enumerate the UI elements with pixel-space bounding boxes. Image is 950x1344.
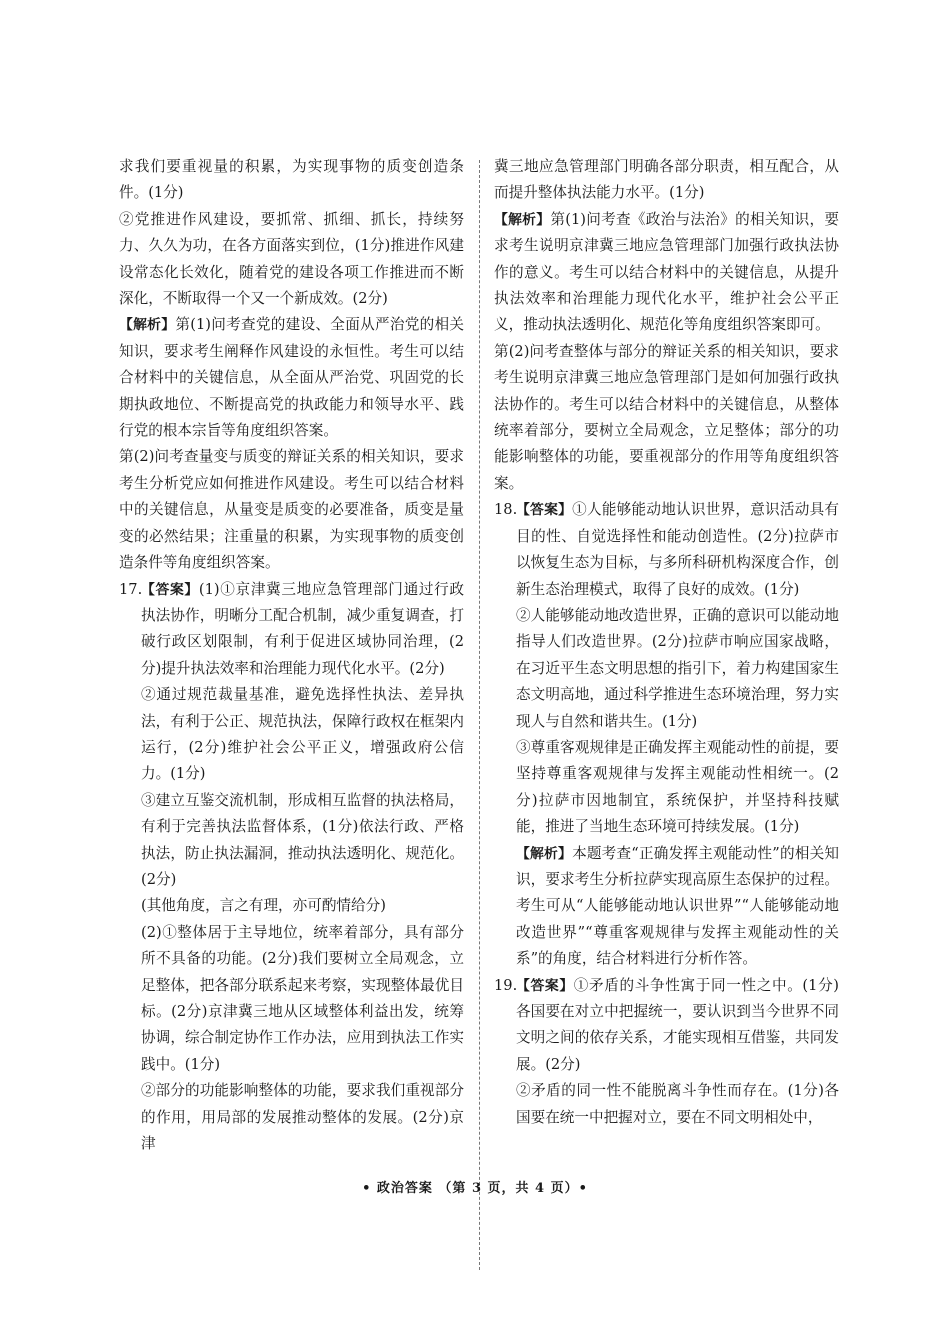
answer-point [516,497,839,603]
analysis-paragraph: 第(2)问考查量变与质变的辩证关系的相关知识，要求考生分析党应如何推进作风建设。考生可以结合材料中的关键信息，从量变是质变的必要准备，质变是量变的必然结果；注重量的积累，为实现事物的质变创造条件等角度组织答案。 [119,448,464,572]
page-footer: • 政治答案 （第 3 页，共 4 页）• [362,1181,588,1196]
answer-text: ①矛盾的斗争性寓于同一性之中。(1分)各国要在对立中把握统一，要认识到当今世界不同文明之间的依存关系，才能实现相互借鉴，共同发展。(2分) [516,976,840,1073]
right-column [494,154,839,1131]
answer-point: ②人能够能动地改造世界，正确的意识可以能动地指导人们改造世界。(2分)拉萨市响应国家战略，在习近平生态文明思想的指引下，着力构建国家生态文明高地，通过科学推进生态环境治理，努力实现人与自然和谐共生。(1分) [516,606,839,730]
answer-text: (1)①京津冀三地应急管理部门通过行政执法协作，明晰分工配合机制，减少重复调查，打破行政区划限制，有利于促进区域协同治理，(2分)提升执法效率和治理能力现代化水平。(2分) [141,580,464,677]
analysis-text: 第(1)问考查《政治与法治》的相关知识，要求考生说明京津冀三地应急管理部门加强行政执法协作的意义。考生可以结合材料中的关键信息，从提升执法效率和治理能力现代化水平，维护社会公平正义，推动执法透明化、规范化等角度组织答案即可。 [494,210,839,334]
analysis-paragraph: 第(2)问考查整体与部分的辩证关系的相关知识，要求考生说明京津冀三地应急管理部门是如何加强行政执法协作的。考生可以结合材料中的关键信息，从整体统率着部分，要树立全局观念，立足整体；部分的功能影响整体的功能，要重视部分的作用等角度组织答案。 [494,342,839,492]
question-19-answer [494,973,839,1131]
analysis-paragraph [516,841,839,973]
answer-tag: 【答案】 [516,977,574,994]
answer-point: ③建立互鉴交流机制，形成相互监督的执法格局，有利于完善执法监督体系，(1分)依法行政、严格执法，防止执法漏洞，推动执法透明化、规范化。(2分) [141,791,464,888]
analysis-text: 第(1)问考查党的建设、全面从严治党的相关知识，要求考生阐释作风建设的永恒性。考生可以结合材料中的关键信息，从全面从严治党、巩固党的长期执政地位、不断提高党的执政能力和领导水平、践行党的根本宗旨等角度组织答案。 [119,316,464,440]
analysis-tag: 【解析】 [494,211,551,228]
left-column [119,154,464,1157]
answer-point [516,973,839,1079]
question-number: 17. [119,580,143,598]
answer-point: ③尊重客观规律是正确发挥主观能动性的前提，要坚持尊重客观规律与发挥主观能动性相统一。(2分)拉萨市因地制宜，系统保护，并坚持科技赋能，推进了当地生态环境可持续发展。(1分) [516,738,839,836]
continued-paragraph: 求我们要重视量的积累，为实现事物的质变创造条件。(1分) [119,158,464,202]
question-number: 18. [494,501,518,519]
answer-point: ②通过规范裁量基准，避免选择性执法、差异执法，有利于公正、规范执法，保障行政权在框架内运行，(2分)维护社会公平正义，增强政府公信力。(1分) [141,686,464,783]
answer-text: ①人能够能动地认识世界，意识活动具有目的性、自觉选择性和能动创造性。(2分)拉萨市以恢复生态为目标，与多所科研机构深度合作，创新生态治理模式，取得了良好的成效。(1分) [516,501,839,598]
answer-point [141,577,464,683]
column-divider [479,160,480,1270]
continued-paragraph: 冀三地应急管理部门明确各部分职责，相互配合，从而提升整体执法能力水平。(1分) [494,158,839,202]
answer-point: ②部分的功能影响整体的功能，要求我们重视部分的作用，用局部的发展推动整体的发展。(2分)京津 [141,1082,464,1153]
question-18-answer [494,497,839,972]
question-number: 19. [494,976,518,994]
answer-tag: 【答案】 [141,581,199,598]
analysis-tag: 【解析】 [119,317,176,334]
scoring-note: (其他角度，言之有理，亦可酌情给分) [141,897,386,915]
analysis-tag: 【解析】 [516,845,573,862]
analysis-text: 本题考查“正确发挥主观能动性”的相关知识，要求考生分析拉萨实现高原生态保护的过程。考生可从“人能够能动地认识世界”“人能够能动地改造世界”“尊重客观规律与发挥主观能动性的关系”的角度，结合材料进行分析作答。 [516,844,839,968]
answer-point: (2)①整体居于主导地位，统率着部分，具有部分所不具备的功能。(2分)我们要树立全局观念，立足整体，把各部分联系起来考察，实现整体最优目标。(2分)京津冀三地从区域整体利益出发，统筹协调，综合制定协作工作办法，应用到执法工作实践中。(1分) [141,923,464,1073]
analysis-paragraph [119,312,464,444]
answer-point: ②矛盾的同一性不能脱离斗争性而存在。(1分)各国要在统一中把握对立，要在不同文明相处中， [516,1082,839,1126]
answer-point: ②党推进作风建设，要抓常、抓细、抓长，持续努力、久久为功，在各方面落实到位，(1分)推进作风建设常态化长效化，随着党的建设各项工作推进而不断深化，不断取得一个又一个新成效。(2分) [119,210,464,308]
analysis-paragraph [494,207,839,339]
question-17-answer [119,577,464,1158]
answer-tag: 【答案】 [516,502,573,519]
